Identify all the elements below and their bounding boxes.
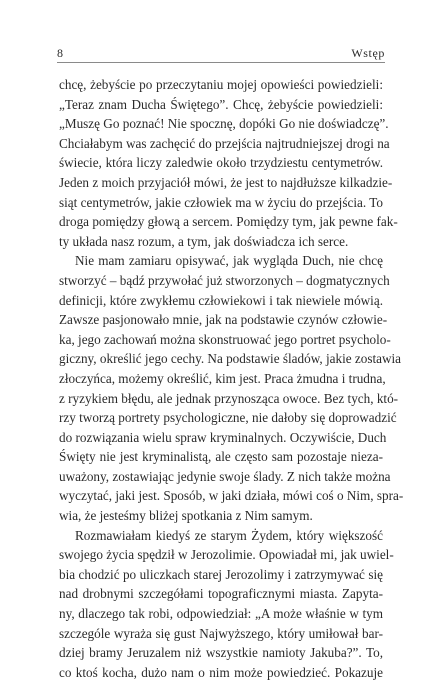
text-line: nad drobnymi szczegółami topograficznymi miasta. Zapyta- <box>59 586 383 602</box>
text-line: Chciałabym was zachęcić do przejścia najtrudniejszej drogi na <box>59 135 390 151</box>
section-title: Wstęp <box>351 46 385 60</box>
text-line: Święty nie jest kryminalistą, ale często sam pozostaje nieza- <box>59 449 383 465</box>
text-line: świecie, która liczy zaledwie około trzydziestu centymetrów. <box>59 155 383 171</box>
text-line: stworzyć – bądź przywołać już stworzonych – dogmatycznych <box>59 272 390 288</box>
text-line: do rozwiązania wielu spraw kryminalnych. Oczywiście, Duch <box>59 429 387 445</box>
text-line: definicji, które zwykłemu człowiekowi i tak niewiele mówią. <box>59 292 383 308</box>
text-line: uważony, zostawiając jedynie swoje ślady. Z nich także można <box>59 468 391 484</box>
paragraph <box>59 251 404 525</box>
paragraph <box>59 75 398 251</box>
text-line: ka, jego zachowań można skonstruować jego portret psycholo- <box>59 331 391 347</box>
text-line: „Muszę Go poznać! Nie spocznę, dopóki Go nie doświadczę”. <box>59 116 389 132</box>
text-line: rzy tworzą portrety psychologiczne, nie dałoby się doprowadzić <box>59 410 397 426</box>
text-line: Zawsze pasjonowało mnie, jak na podstawie czynów człowie- <box>59 312 388 328</box>
header-rule <box>57 62 385 63</box>
text-line: ty układa nasz rozum, a tym, jak doświadcza ich serce. <box>59 233 349 249</box>
text-line: dziej bramy Jeruzalem niż wszystkie namioty Jakuba?”. To, <box>59 645 383 661</box>
text-line: co ktoś kocha, dużo nam o nim może powiedzieć. Pokazuje <box>59 664 383 680</box>
running-header <box>0 0 438 70</box>
text-line: wyczytać, jaki jest. Sposób, w jaki działa, mówi coś o Nim, spra- <box>59 488 404 504</box>
text-line: szczególe wyraża się gust Najwyższego, który umiłował bar- <box>59 625 383 641</box>
paragraph <box>59 526 394 682</box>
text-line: droga pomiędzy głową a sercem. Pomiędzy tym, jak pewne fak- <box>59 214 398 230</box>
body-text <box>59 75 404 682</box>
text-line: wia, że jesteśmy bliżej spotkania z Nim samym. <box>59 508 313 524</box>
text-line: „Teraz znam Ducha Świętego”. Chcę, żebyście powiedzieli: <box>59 96 383 112</box>
text-line: z ryzykiem błędu, ale jednak przynosząca owoce. Bez tych, któ- <box>59 390 399 406</box>
text-line: złoczyńca, możemy określić, kim jest. Praca żmudna i trudna, <box>59 370 386 386</box>
page-number: 8 <box>57 46 64 60</box>
text-line: Rozmawiałam kiedyś ze starym Żydem, który większość <box>75 527 383 543</box>
text-line: bia chodzić po uliczkach starej Jerozolimy i zatrzymywać się <box>59 566 383 582</box>
text-line: Nie mam zamiaru opisywać, jak wygląda Duch, nie chcę <box>75 253 383 269</box>
text-line: swojego życia spędził w Jerozolimie. Opowiadał mi, jak uwiel- <box>59 547 394 563</box>
text-line: siąt centymetrów, jakie człowiek ma w życiu do przejścia. To <box>59 194 383 210</box>
text-line: chcę, żebyście po przeczytaniu mojej opowieści powiedzieli: <box>59 77 383 92</box>
text-line: giczny, określić jego cechy. Na podstawie śladów, jakie zostawia <box>59 351 402 367</box>
text-line: ny, dlaczego tak robi, odpowiedział: „A może właśnie w tym <box>59 606 383 622</box>
text-line: Jeden z moich przyjaciół mówi, że jest to najdłuższe kilkadzie- <box>59 174 393 190</box>
